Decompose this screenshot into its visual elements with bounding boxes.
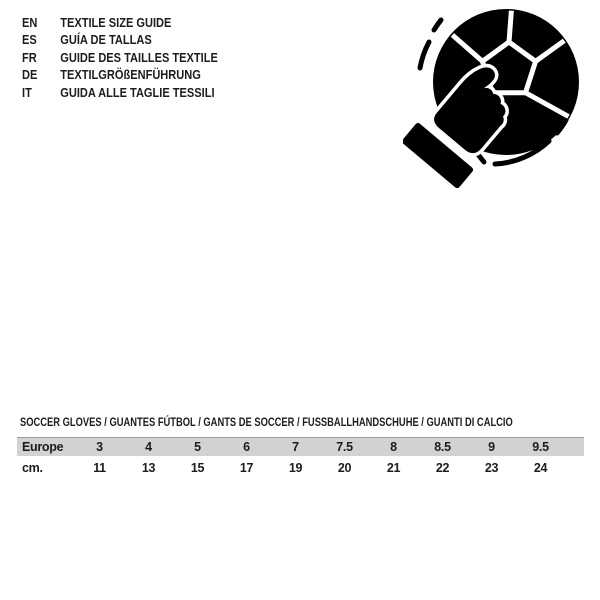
cm-size-value: 23	[484, 460, 499, 475]
cm-size-value: 24	[533, 460, 548, 475]
language-row-en	[22, 14, 218, 31]
cm-size-value: 19	[288, 460, 303, 475]
language-row-it	[22, 84, 218, 101]
cm-size-value: 13	[141, 460, 156, 475]
europe-size-value: 4	[145, 440, 152, 454]
language-code: EN	[22, 15, 38, 30]
europe-size-value: 7	[292, 440, 299, 454]
language-label: TEXTILE SIZE GUIDE	[60, 15, 172, 30]
europe-size-value: 9	[488, 440, 495, 454]
language-code: FR	[22, 49, 37, 65]
size-guide-heading: SOCCER GLOVES / GUANTES FÚTBOL / GANTS DE SOCCER / FUSSBALLHANDSCHUHE / GUANTI DI CALCIO	[20, 415, 513, 429]
language-row-de	[22, 66, 218, 83]
language-label: GUÍA DE TALLAS	[60, 32, 152, 48]
europe-size-value: 9.5	[532, 440, 549, 454]
cm-size-value: 15	[190, 460, 205, 475]
europe-size-value: 5	[194, 440, 201, 454]
cm-size-value: 22	[435, 460, 450, 475]
language-label: TEXTILGRÖßENFÜHRUNG	[60, 67, 201, 83]
cm-size-value: 11	[93, 460, 106, 475]
europe-size-value: 8.5	[434, 440, 451, 454]
language-row-es	[22, 31, 218, 48]
soccer-ball-glove-svg	[403, 0, 600, 197]
row-label-europe: Europe	[22, 440, 64, 454]
europe-size-value: 3	[96, 440, 103, 454]
cm-size-value: 21	[386, 460, 401, 475]
europe-size-value: 7.5	[336, 440, 353, 454]
language-code: IT	[22, 84, 32, 100]
table-row-europe	[17, 437, 584, 456]
language-label: GUIDE DES TAILLES TEXTILE	[60, 49, 218, 65]
europe-size-value: 6	[243, 440, 250, 454]
language-code: DE	[22, 67, 38, 83]
cm-size-value: 17	[239, 460, 254, 475]
language-code: ES	[22, 32, 37, 48]
europe-size-value: 8	[390, 440, 397, 454]
language-row-fr	[22, 49, 218, 66]
goalkeeper-glove-soccer-ball-icon	[403, 0, 600, 197]
size-table	[17, 437, 584, 477]
row-label-cm: cm.	[22, 460, 43, 475]
cm-size-value: 20	[337, 460, 352, 475]
language-label: GUIDA ALLE TAGLIE TESSILI	[60, 84, 215, 100]
language-legend	[22, 14, 218, 101]
table-row-cm	[17, 458, 584, 477]
